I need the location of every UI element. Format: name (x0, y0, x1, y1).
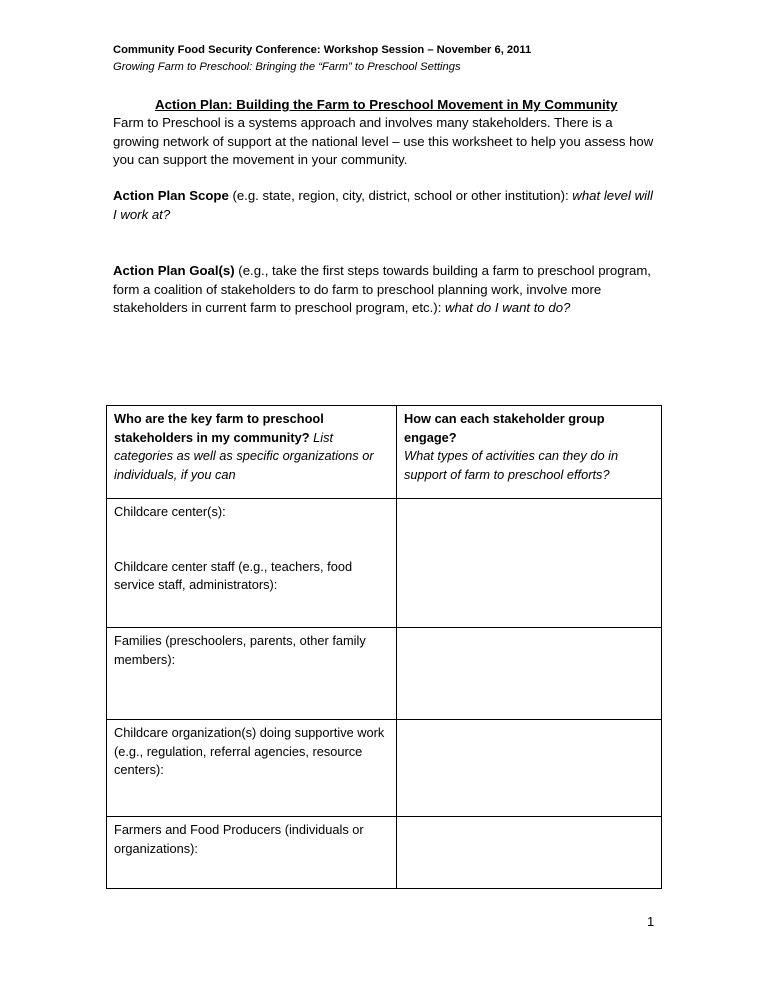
goals-question: what do I want to do? (445, 300, 571, 315)
scope-label: Action Plan Scope (113, 188, 229, 203)
row-label: Childcare center(s): (114, 504, 226, 519)
engagement-cell[interactable] (397, 499, 662, 628)
engagement-cell[interactable] (397, 720, 662, 817)
stakeholder-cell-organizations (107, 720, 397, 817)
session-subtitle: Growing Farm to Preschool: Bringing the “Farm” to Preschool Settings (113, 61, 461, 73)
goals-label: Action Plan Goal(s) (113, 263, 235, 278)
intro-paragraph: Farm to Preschool is a systems approach and involves many stakeholders. There is a growing network of support at the national level – use this worksheet to help you assess how you can support the movement in your community. (113, 115, 654, 167)
header-cell-stakeholders (107, 406, 397, 499)
row-label: Families (preschoolers, parents, other family members): (114, 633, 366, 667)
worksheet-title: Action Plan: Building the Farm to Preschool Movement in My Community (155, 97, 618, 112)
conference-header: Community Food Security Conference: Workshop Session – November 6, 2011 (113, 44, 532, 56)
goals-text: (e.g., take the first steps towards building a farm to preschool program, form a coalition of stakeholders to do farm to preschool planning work, involve more stakeholders in current farm to preschool program, etc.): (113, 263, 651, 315)
engagement-cell[interactable] (397, 817, 662, 889)
table-header-row (107, 406, 662, 499)
row-label: Childcare organization(s) doing supportive work (e.g., regulation, referral agencies, resource centers): (114, 725, 385, 777)
stakeholder-table (106, 405, 662, 889)
scope-question: what level will I work at? (113, 188, 653, 222)
header-cell-engagement (397, 406, 662, 499)
col1-instructions: List categories as well as specific organizations or individuals, if you can (114, 429, 374, 482)
row-label: Farmers and Food Producers (individuals or organizations): (114, 822, 364, 856)
col1-heading: Who are the key farm to preschool stakeholders in my community? (114, 411, 324, 445)
stakeholder-cell-families (107, 628, 397, 720)
table-row (107, 817, 662, 889)
stakeholder-cell-childcare (107, 499, 397, 628)
col2-instructions: What types of activities can they do in support of farm to preschool efforts? (404, 448, 619, 482)
col2-heading: How can each stakeholder group engage? (404, 411, 605, 445)
table-row (107, 628, 662, 720)
row-label: Childcare center staff (e.g., teachers, food service staff, administrators): (114, 558, 353, 592)
engagement-cell[interactable] (397, 628, 662, 720)
scope-section (113, 187, 658, 224)
table-row (107, 499, 662, 628)
stakeholder-cell-farmers (107, 817, 397, 889)
goals-section (113, 262, 658, 318)
page-number: 1 (647, 914, 655, 929)
scope-text: (e.g. state, region, city, district, school or other institution): (228, 188, 573, 203)
table-row (107, 720, 662, 817)
